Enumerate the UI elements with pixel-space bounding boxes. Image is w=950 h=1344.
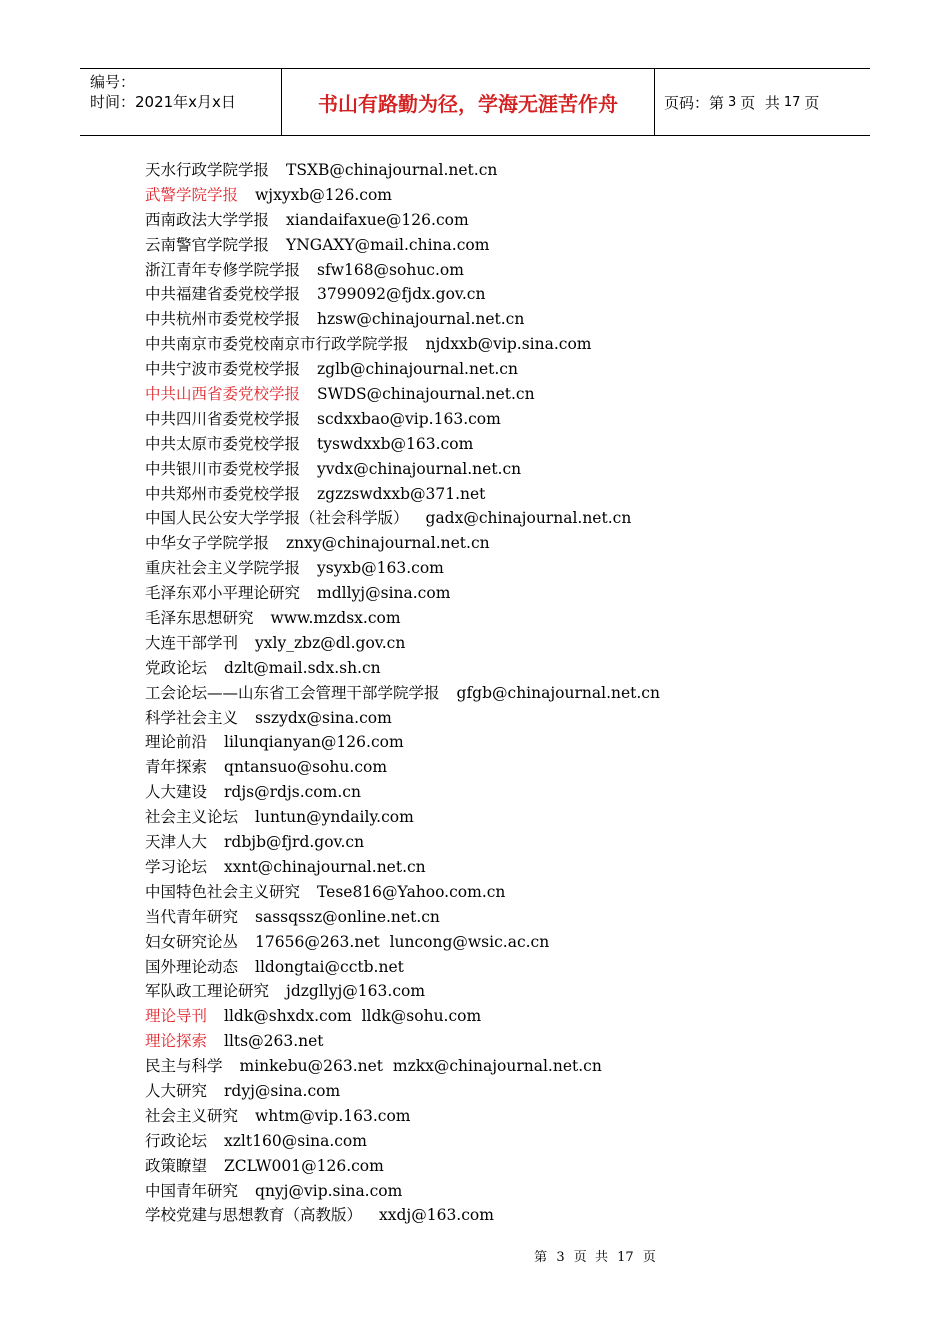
journal-email: xzlt160@sina.com: [224, 1131, 367, 1150]
journal-name: 天津人大: [145, 833, 208, 852]
journal-name: 重庆社会主义学院学报: [145, 559, 301, 578]
footer-total: 17: [617, 1250, 634, 1265]
journal-email: hzsw@chinajournal.net.cn: [317, 310, 525, 329]
journal-name: 妇女研究论丛: [145, 932, 239, 951]
list-item: [145, 805, 865, 830]
journal-name: 军队政工理论研究: [145, 982, 270, 1001]
journal-name: 党政论坛: [145, 658, 208, 677]
journal-email: sszydx@sina.com: [255, 708, 392, 727]
list-item: [145, 158, 865, 183]
list-item: [145, 905, 865, 930]
journal-email: tyswdxxb@163.com: [317, 434, 474, 453]
list-item: [145, 955, 865, 980]
list-item: [145, 1129, 865, 1154]
journal-name: 理论导刊: [145, 1007, 208, 1026]
journal-email: zglb@chinajournal.net.cn: [317, 360, 518, 379]
journal-email: wjxyxb@126.com: [255, 185, 392, 204]
journal-email: lldongtai@cctb.net: [255, 957, 404, 976]
journal-name: 人大建设: [145, 783, 208, 802]
journal-name: 当代青年研究: [145, 907, 239, 926]
journal-email: znxy@chinajournal.net.cn: [286, 534, 490, 553]
journal-email: SWDS@chinajournal.net.cn: [317, 385, 535, 404]
list-item: [145, 780, 865, 805]
footer-suffix: 页: [642, 1250, 656, 1265]
journal-email: luntun@yndaily.com: [255, 808, 414, 827]
list-item: [145, 606, 865, 631]
list-item: [145, 233, 865, 258]
journal-name: 毛泽东邓小平理论研究: [145, 584, 301, 603]
header-meta: [80, 69, 281, 135]
journal-name: 国外理论动态: [145, 957, 239, 976]
list-item: [145, 457, 865, 482]
list-item: [145, 855, 865, 880]
journal-email: ZCLW001@126.com: [224, 1156, 384, 1175]
journal-email: njdxxb@vip.sina.com: [425, 335, 592, 354]
journal-email: rdbjb@fjrd.gov.cn: [224, 833, 365, 852]
journal-email: jdzgllyj@163.com: [286, 982, 426, 1001]
journal-email: sfw168@sohuc.om: [317, 260, 464, 279]
list-item: [145, 482, 865, 507]
list-item: [145, 631, 865, 656]
journal-name: 毛泽东思想研究: [145, 609, 254, 628]
page-current: 3: [728, 94, 737, 110]
doc-number-label: 编号：: [90, 73, 136, 91]
footer-current: 3: [556, 1250, 565, 1265]
list-item: [145, 581, 865, 606]
journal-name: 中国特色社会主义研究: [145, 882, 301, 901]
journal-name: 人大研究: [145, 1081, 208, 1100]
list-item: [145, 432, 865, 457]
journal-name: 学习论坛: [145, 857, 208, 876]
journal-name: 中共银川市委党校学报: [145, 459, 301, 478]
journal-email: qnyj@vip.sina.com: [255, 1181, 403, 1200]
journal-name: 天水行政学院学报: [145, 161, 270, 179]
journal-list: [145, 158, 865, 1228]
journal-email: yvdx@chinajournal.net.cn: [317, 459, 522, 478]
list-item: [145, 382, 865, 407]
journal-email: 17656@263.net luncong@wsic.ac.cn: [255, 932, 550, 951]
journal-email: gadx@chinajournal.net.cn: [425, 509, 632, 528]
list-item: [145, 1179, 865, 1204]
list-item: [145, 506, 865, 531]
journal-email: rdjs@rdjs.com.cn: [224, 783, 361, 802]
journal-email: qntansuo@sohu.com: [224, 758, 388, 777]
list-item: [145, 332, 865, 357]
journal-name: 中共福建省委党校学报: [145, 285, 301, 304]
journal-email: mdllyj@sina.com: [317, 584, 451, 603]
journal-name: 理论前沿: [145, 733, 208, 752]
journal-name: 学校党建与思想教育（高教版）: [145, 1206, 363, 1225]
list-item: [145, 357, 865, 382]
journal-email: llts@263.net: [224, 1032, 324, 1051]
list-item: [145, 1104, 865, 1129]
journal-email: scdxxbao@vip.163.com: [317, 409, 501, 428]
list-item: [145, 880, 865, 905]
journal-email: xxnt@chinajournal.net.cn: [224, 857, 426, 876]
list-item: [145, 730, 865, 755]
list-item: [145, 1054, 865, 1079]
journal-name: 中国人民公安大学学报（社会科学版）: [145, 509, 409, 528]
list-item: [145, 830, 865, 855]
footer-prefix: 第: [534, 1250, 548, 1265]
journal-name: 大连干部学刊: [145, 633, 239, 652]
journal-email: dzlt@mail.sdx.sh.cn: [224, 658, 381, 677]
list-item: [145, 282, 865, 307]
list-item: [145, 307, 865, 332]
list-item: [145, 1154, 865, 1179]
journal-name: 西南政法大学学报: [145, 210, 270, 229]
journal-name: 云南警官学院学报: [145, 235, 270, 254]
journal-email: ysyxb@163.com: [317, 559, 444, 578]
journal-name: 行政论坛: [145, 1131, 208, 1150]
list-item: [145, 1203, 865, 1228]
journal-name: 中共郑州市委党校学报: [145, 484, 301, 503]
list-item: [145, 755, 865, 780]
journal-email: Tese816@Yahoo.com.cn: [317, 882, 506, 901]
header-page-info: [655, 69, 870, 135]
list-item: [145, 531, 865, 556]
journal-email: lldk@shxdx.com lldk@sohu.com: [224, 1007, 482, 1026]
journal-email: yxly_zbz@dl.gov.cn: [255, 633, 406, 652]
list-item: [145, 556, 865, 581]
journal-name: 社会主义研究: [145, 1106, 239, 1125]
list-item: [145, 208, 865, 233]
journal-email: YNGAXY@mail.china.com: [286, 235, 490, 254]
journal-name: 工会论坛——山东省工会管理干部学院学报: [145, 683, 440, 702]
journal-name: 民主与科学: [145, 1057, 223, 1076]
journal-name: 中共宁波市委党校学报: [145, 360, 301, 379]
page-prefix: 页码：第: [664, 93, 725, 112]
journal-name: 中共山西省委党校学报: [145, 385, 301, 404]
list-item: [145, 1079, 865, 1104]
page-total: 17: [783, 94, 801, 110]
doc-time: 时间：2021年x月x日: [90, 93, 236, 111]
journal-email: www.mzdsx.com: [270, 609, 401, 628]
journal-email: sassqssz@online.net.cn: [255, 907, 440, 926]
header-motto: 书山有路勤为径，学海无涯苦作舟: [281, 69, 655, 135]
journal-name: 中共南京市委党校南京市行政学院学报: [145, 335, 409, 354]
journal-email: lilunqianyan@126.com: [224, 733, 404, 752]
footer-middle: 页 共: [573, 1250, 608, 1265]
list-item: [145, 258, 865, 283]
journal-email: gfgb@chinajournal.net.cn: [456, 683, 660, 702]
journal-email: minkebu@263.net mzkx@chinajournal.net.cn: [239, 1057, 602, 1076]
page-suffix: 页: [804, 93, 820, 112]
journal-email: whtm@vip.163.com: [255, 1106, 411, 1125]
page-middle: 页 共: [740, 93, 780, 112]
journal-email: TSXB@chinajournal.net.cn: [286, 161, 498, 179]
journal-name: 中共四川省委党校学报: [145, 409, 301, 428]
journal-name: 中华女子学院学报: [145, 534, 270, 553]
list-item: [145, 407, 865, 432]
list-item: [145, 979, 865, 1004]
journal-name: 社会主义论坛: [145, 808, 239, 827]
list-item: [145, 656, 865, 681]
list-item: [145, 1004, 865, 1029]
journal-name: 中共太原市委党校学报: [145, 434, 301, 453]
journal-email: xiandaifaxue@126.com: [286, 210, 469, 229]
journal-name: 政策瞭望: [145, 1156, 208, 1175]
journal-email: 3799092@fjdx.gov.cn: [317, 285, 486, 304]
list-item: [145, 706, 865, 731]
journal-name: 科学社会主义: [145, 708, 239, 727]
journal-email: zgzzswdxxb@371.net: [317, 484, 486, 503]
journal-name: 浙江青年专修学院学报: [145, 260, 301, 279]
page-footer: [0, 1246, 950, 1265]
journal-name: 中国青年研究: [145, 1181, 239, 1200]
page-header: [80, 68, 870, 136]
list-item: [145, 183, 865, 208]
list-item: [145, 930, 865, 955]
journal-name: 青年探索: [145, 758, 208, 777]
journal-name: 中共杭州市委党校学报: [145, 310, 301, 329]
journal-name: 理论探索: [145, 1032, 208, 1051]
list-item: [145, 1029, 865, 1054]
journal-name: 武警学院学报: [145, 185, 239, 204]
journal-email: xxdj@163.com: [379, 1206, 494, 1225]
list-item: [145, 681, 865, 706]
journal-email: rdyj@sina.com: [224, 1081, 341, 1100]
